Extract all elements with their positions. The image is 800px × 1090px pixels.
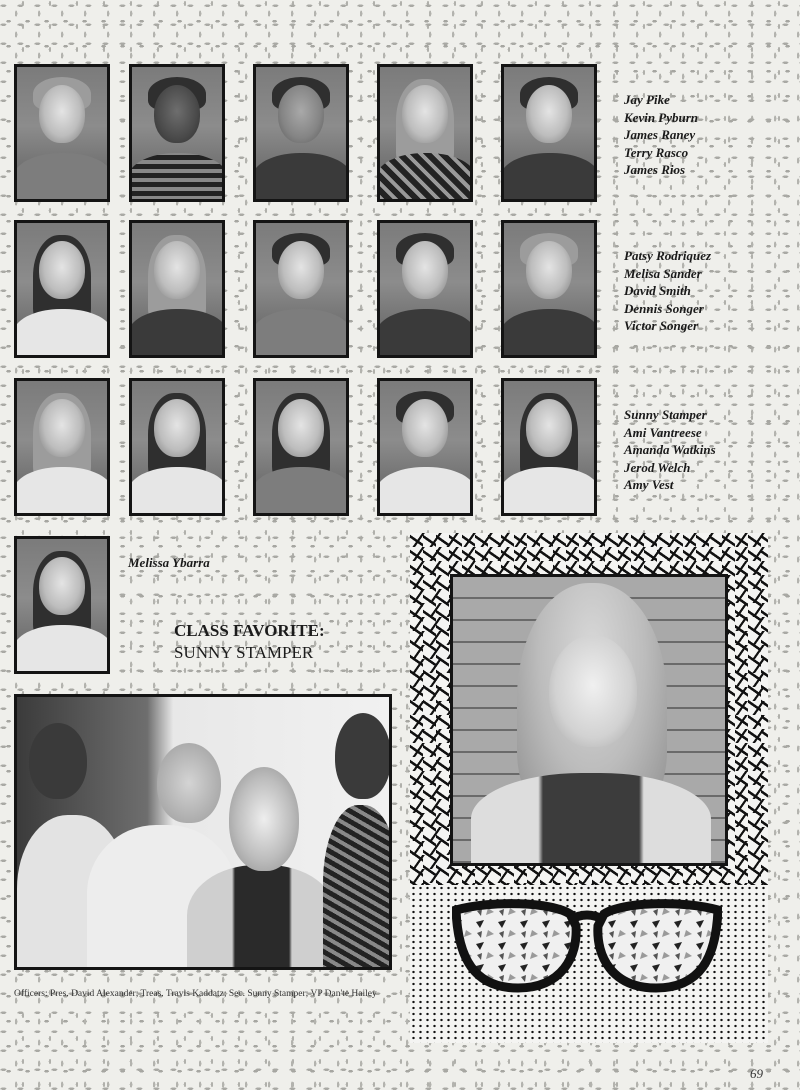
portrait-terry-rasco xyxy=(377,64,473,202)
officers-group-photo xyxy=(14,694,392,970)
portrait-kevin-pyburn xyxy=(129,64,225,202)
name-item: Jay Pike xyxy=(624,92,670,107)
name-item: Amy Vest xyxy=(624,477,674,493)
portrait-david-smith xyxy=(253,220,349,358)
name-item: Sunny Stamper xyxy=(624,407,707,422)
names-row-3 xyxy=(624,406,716,494)
name-item: Amanda Watkins xyxy=(624,442,716,458)
portrait-victor-songer xyxy=(501,220,597,358)
name-item: Ami Vantreese xyxy=(624,424,702,440)
name-item: Jerod Welch xyxy=(624,459,691,475)
names-row-2 xyxy=(624,247,711,335)
page-number: 69 xyxy=(750,1066,763,1081)
portrait-sunny-stamper xyxy=(14,378,110,516)
portrait-james-rios xyxy=(501,64,597,202)
class-favorite-label: CLASS FAVORITE: xyxy=(174,621,325,640)
portrait-amy-vest xyxy=(501,378,597,516)
name-item: James Rios xyxy=(624,162,686,178)
name-item: David Smith xyxy=(624,283,691,299)
portrait-amanda-watkins xyxy=(253,378,349,516)
portrait-james-raney xyxy=(253,64,349,202)
names-row-1 xyxy=(624,91,698,179)
glasses-icon xyxy=(452,896,722,996)
portrait-melisa-sander xyxy=(129,220,225,358)
portrait-patsy-rodriquez xyxy=(14,220,110,358)
portrait-jerod-welch xyxy=(377,378,473,516)
name-item: Terry Rasco xyxy=(624,144,689,160)
name-item: Patsy Rodriquez xyxy=(624,248,712,263)
portrait-dennis-songer xyxy=(377,220,473,358)
name-item: Dennis Songer xyxy=(624,300,704,316)
officers-caption: Officers: Pres. David Alexander; Treas. Travis Kaddatz; Sec. Sunny Stamper; VP Dan'te Hailey xyxy=(14,989,377,999)
name-item: Melisa Sander xyxy=(624,265,702,281)
name-item: Victor Songer xyxy=(624,318,699,334)
single-name: Melissa Ybarra xyxy=(128,555,210,570)
class-favorite-heading xyxy=(174,620,325,664)
portrait-melissa-ybarra xyxy=(14,536,110,674)
portrait-ami-vantreese xyxy=(129,378,225,516)
class-favorite-photo xyxy=(450,574,728,866)
name-item: Kevin Pyburn xyxy=(624,109,699,125)
name-item: James Raney xyxy=(624,127,696,143)
portrait-jay-pike xyxy=(14,64,110,202)
class-favorite-winner: SUNNY STAMPER xyxy=(174,643,314,662)
